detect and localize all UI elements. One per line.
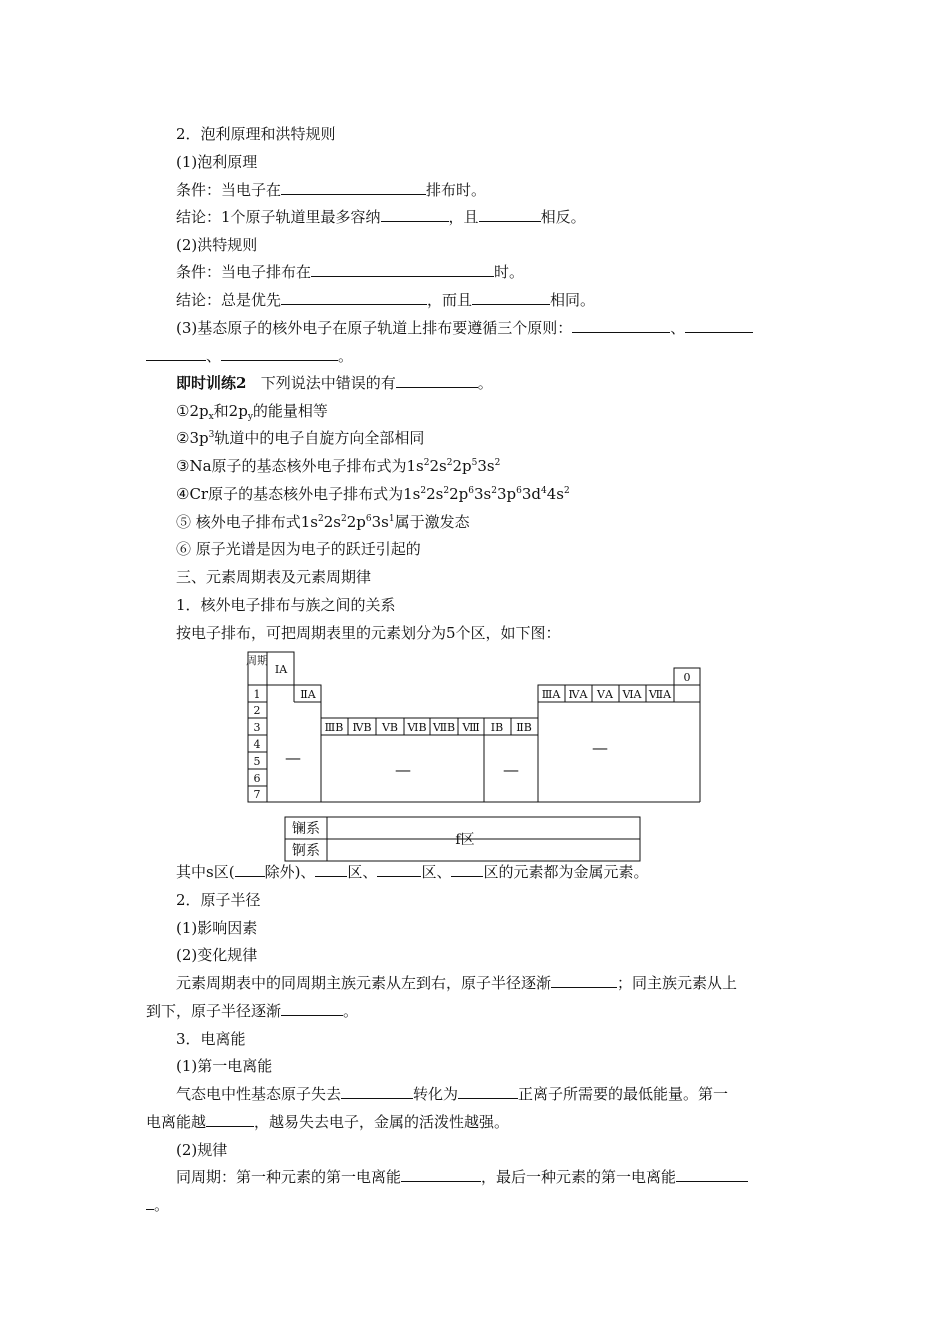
answer-blank[interactable]	[315, 862, 347, 877]
subheading-configuration-groups: 1．核外电子排布与族之间的关系	[176, 596, 396, 614]
radius-trend: (2)变化规律	[176, 946, 258, 964]
ionization-paragraph-2: 电离能越 ，越易失去电子，金属的活泼性越强。	[146, 1113, 510, 1131]
d-block-blank: —	[395, 760, 411, 779]
radius-paragraph-2: 到下，原子半径逐渐 。	[146, 1002, 359, 1020]
metal-regions: 其中s区( 除外)、 区、 区、 区的元素都为金属元素。	[176, 863, 649, 881]
group-header: ⅥA	[622, 688, 642, 701]
group-header: ⅢA	[541, 688, 561, 701]
answer-blank[interactable]	[451, 862, 483, 877]
group-header: ⅡB	[516, 721, 532, 734]
lanthanides-label: 镧系	[292, 821, 320, 837]
ds-block-blank: —	[503, 760, 519, 779]
group-header: ⅠB	[490, 721, 504, 734]
period-number: 4	[253, 738, 261, 751]
group-header: ⅦB	[432, 721, 456, 734]
answer-blank[interactable]	[235, 862, 265, 877]
ionization-rule-period-cont: 。	[146, 1195, 169, 1215]
pauli-condition: 条件：当电子在 排布时。	[176, 181, 487, 199]
s-block-blank: —	[285, 748, 301, 767]
period-number: 1	[253, 688, 261, 701]
period-number: 7	[253, 788, 261, 801]
pauli-title: (1)泡利原理	[176, 153, 258, 171]
three-principles: (3)基态原子的核外电子在原子轨道上排布要遵循三个原则： 、	[176, 318, 753, 338]
hund-condition: 条件：当电子排布在 时。	[176, 263, 525, 281]
pauli-conclusion: 结论：1个原子轨道里最多容纳 ，且 相反。	[176, 208, 586, 226]
answer-blank[interactable]	[377, 862, 421, 877]
period-number: 5	[253, 755, 261, 768]
answer-blank[interactable]	[551, 973, 617, 988]
answer-blank[interactable]	[401, 1167, 481, 1182]
group-header: ⅣA	[568, 688, 588, 701]
intro-text: 按电子排布，可把周期表里的元素划分为5个区，如下图：	[176, 624, 561, 642]
period-number: 3	[253, 721, 261, 734]
f-block-label: f区	[455, 832, 475, 848]
answer-blank[interactable]	[146, 1195, 154, 1210]
first-ionization-title: (1)第一电离能	[176, 1057, 273, 1075]
answer-blank[interactable]	[676, 1167, 748, 1182]
answer-blank[interactable]	[458, 1084, 518, 1099]
group-header: ⅡA	[300, 688, 316, 701]
group-header: ⅥB	[407, 721, 427, 734]
hund-conclusion: 结论：总是优先 ，而且 相同。	[176, 291, 596, 309]
section-heading-pauli-hund: 2．泡利原理和洪特规则	[176, 125, 336, 143]
period-number: 2	[253, 704, 261, 717]
drill-label: 即时训练2	[176, 374, 247, 392]
group-header: Ⅷ	[462, 721, 480, 734]
option-6: ⑥ 原子光谱是因为电子的跃迁引起的	[176, 540, 421, 558]
p-block-blank: —	[592, 738, 608, 757]
group-header: 0	[683, 671, 691, 684]
option-3: ③Na原子的基态核外电子排布式为$1s^22s^22p^53s^2$	[176, 457, 501, 475]
group-header: ⅦA	[648, 688, 672, 701]
radius-factors: (1)影响因素	[176, 919, 258, 937]
section-heading-periodic: 三、元素周期表及元素周期律	[176, 568, 372, 586]
ionization-paragraph-1: 气态电中性基态原子失去 转化为 正离子所需要的最低能量。第一	[176, 1085, 729, 1103]
period-label-1: 周期	[246, 654, 268, 667]
ionization-rule-title: (2)规律	[176, 1141, 228, 1159]
option-4: ④Cr原子的基态核外电子排布式为$1s^22s^22p^63s^23p^63d^44s^2$	[176, 485, 570, 503]
drill-question: 即时训练2 下列说法中错误的有 。	[176, 374, 493, 392]
group-header: ⅤA	[597, 688, 613, 701]
hund-title: (2)洪特规则	[176, 236, 258, 254]
radius-paragraph-1: 元素周期表中的同周期主族元素从左到右，原子半径逐渐 ；同主族元素从上	[176, 974, 738, 992]
group-header: ⅠA	[274, 663, 288, 676]
option-1: $①2p_x$和$2p_y$的能量相等	[176, 402, 328, 422]
option-5: ⑤ 核外电子排布式$1s^22s^22p^63s^1$属于激发态	[176, 513, 470, 531]
group-header: ⅣB	[352, 721, 372, 734]
three-principles-cont: 、 。	[146, 346, 353, 366]
radius-heading: 2．原子半径	[176, 891, 261, 909]
answer-blank[interactable]	[206, 1112, 254, 1127]
group-header: ⅢB	[324, 721, 344, 734]
answer-blank[interactable]	[281, 1001, 343, 1016]
group-header: ⅤB	[381, 721, 399, 734]
ionization-heading: 3．电离能	[176, 1030, 246, 1048]
actinides-label: 锕系	[292, 843, 320, 859]
option-2: $②3p^3$轨道中的电子自旋方向全部相同	[176, 429, 425, 447]
answer-blank[interactable]	[341, 1084, 413, 1099]
period-number: 6	[253, 772, 261, 785]
ionization-rule-period: 同周期：第一种元素的第一电离能 ，最后一种元素的第一电离能	[176, 1167, 748, 1187]
